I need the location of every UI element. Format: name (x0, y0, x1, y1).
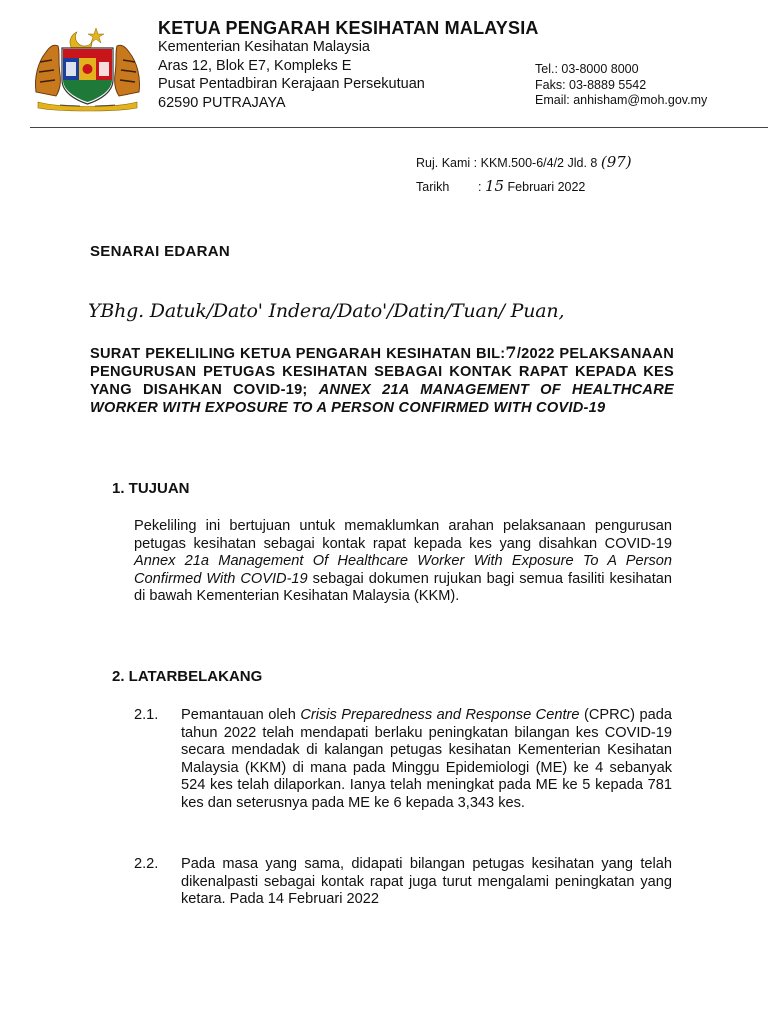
handwritten-day: 15 (484, 177, 505, 195)
section-heading-latarbelakang: 2. LATARBELAKANG (112, 668, 263, 685)
handwritten-salutation: YBhg. Datuk/Dato' Indera/Dato'/Datin/Tuan/ Puan, (88, 300, 565, 322)
reference-label: Ruj. Kami : (416, 156, 478, 170)
paragraph-text: Pemantauan oleh (181, 707, 296, 723)
paragraph-cprc-name: Crisis Preparedness and Response Centre (300, 707, 580, 723)
contact-block (535, 62, 707, 109)
subject-text: /2022 PELAKSANAAN PENGURUSAN PETUGAS KESIHATAN SEBAGAI KONTAK RAPAT KEPADA KES YANG DISAHKAN COVID-19; (90, 346, 674, 398)
reference-value: KKM.500-6/4/2 Jld. 8 (480, 156, 598, 170)
letter-date (416, 175, 632, 199)
contact-fax: Faks: 03-8889 5542 (535, 77, 647, 92)
contact-email: Email: anhisham@moh.gov.my (535, 93, 708, 107)
address-line: Aras 12, Blok E7, Kompleks E (158, 57, 352, 74)
paragraph-annex-title: Annex 21a Management Of Healthcare Worker With Exposure To A Person Confirmed With COVID-19 (134, 553, 672, 587)
date-label: Tarikh (416, 180, 450, 194)
subject-annex: ANNEX 21A MANAGEMENT OF HEALTHCARE WORKER WITH EXPOSURE TO A PERSON CONFIRMED WITH COVID-19 (90, 382, 674, 416)
distribution-list-heading: SENARAI EDARAN (90, 243, 231, 260)
contact-phone: Tel.: 03-8000 8000 (535, 62, 639, 76)
address-line: 62590 PUTRAJAYA (158, 94, 286, 111)
paragraph-text: Pekeliling ini bertujuan untuk memaklumkan arahan pelaksanaan pengurusan petugas kesihatan sebagai kontak rapat kepada kes yang disahkan COVID-19 (134, 518, 672, 552)
paragraph-2-1 (181, 707, 672, 813)
paragraph-text: sebagai dokumen rujukan bagi semua fasiliti kesihatan di bawah Kementerian Kesihatan Malaysia (KKM). (134, 570, 672, 605)
date-separator: : (478, 180, 482, 194)
date-month-year: Februari 2022 (507, 180, 586, 194)
paragraph-number: 2.1. (134, 707, 159, 723)
paragraph-number: 2.2. (134, 856, 159, 872)
paragraph-2-2: Pada masa yang sama, didapati bilangan petugas kesihatan yang telah dikenalpasti sebagai kontak rapat juga turut mengalami peningkatan yang ketara. Pada 14 Februari 2022 (181, 856, 672, 908)
handwritten-reference: (97) (600, 153, 632, 171)
office-title: KETUA PENGARAH KESIHATAN MALAYSIA (158, 18, 539, 38)
address-line: Pusat Pentadbiran Kerajaan Persekutuan (158, 76, 425, 92)
handwritten-bil-number: 7 (505, 343, 517, 362)
circular-subject (90, 344, 674, 417)
section-1-paragraph (134, 518, 672, 606)
section-heading-tujuan: 1. TUJUAN (112, 480, 190, 497)
reference-block (416, 151, 632, 199)
address-line: Kementerian Kesihatan Malaysia (158, 39, 370, 55)
paragraph-text: (CPRC) pada tahun 2022 telah mendapati berlaku peningkatan bilangan kes COVID-19 secara mendadak di kalangan petugas kesihatan Kementerian Kesihatan Malaysia (KKM) di mana pada Minggu Epidemiologi (ME) ke 4 sebanyak 524 kes telah dilaporkan. Ianya telah meningkat pada ME ke 5 kepada 781 kes dan seterusnya pada ME ke 6 kepada 3,343 kes. (181, 707, 672, 811)
office-address (158, 38, 425, 112)
reference-number (416, 151, 632, 175)
subject-text: SURAT PEKELILING KETUA PENGARAH KESIHATAN BIL: (90, 346, 506, 362)
coat-of-arms-logo (30, 22, 145, 112)
header-divider (30, 127, 768, 128)
